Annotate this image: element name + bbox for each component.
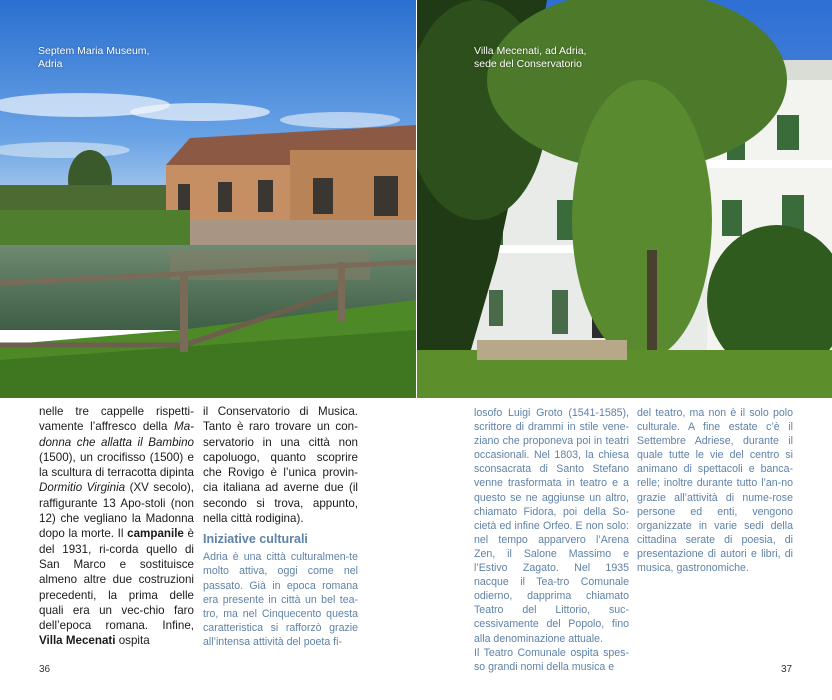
caption-villa-line1: Villa Mecenati, ad Adria, (474, 45, 587, 57)
caption-villa-line2: sede del Conservatorio (474, 58, 582, 70)
section-heading: Iniziative culturali (203, 532, 308, 547)
text-span: (1500), un crocifisso (1500) e la scultura di terracotta dipinta (39, 450, 194, 480)
caption-villa (474, 45, 586, 71)
text-column-2 (203, 404, 358, 649)
caption-museum-line1: Septem Maria Museum, (38, 45, 150, 57)
caption-museum (38, 45, 149, 71)
paragraph-churches (39, 404, 194, 649)
page-number-right: 37 (781, 664, 793, 675)
paragraph-theatre-history: losofo Luigi Groto (1541-1585), scrittore di drammi in stile vene-ziano che proponeva poi in teatri occasionali. Nel 1803, la chiesa sconsacrata di Santo Stefano venne trasformata in teatro e a questo se ne aggiunse un altro, chiamato Fidora, poi della So-cietà ed infine Orfeo. E non solo: nel tempo apparvero l’Arena Zen, il Salone Massimo e l’Estivo Zagato. Nel 1935 nacque il Tea-tro Comunale odierno, dapprima chiamato Teatro del Littorio, suc-cessivamente del Popolo, fino alla denominazione attuale. (474, 407, 629, 645)
text-span: nelle tre cappelle rispetti-vamente l’affresco della (39, 405, 194, 434)
paragraph-culture-intro: Adria è una città culturalmen-te molto attiva, oggi come nel passato. Già in epoca romana era presente in città un bel tea-tro, ma nel Cinquecento questa caratteristica si rafforzò grazie all’intensa attività del poeta fi- (203, 551, 358, 648)
page-number-left: 36 (39, 664, 51, 675)
artwork-title: Dormitio Virginia (39, 481, 126, 495)
paragraph-teatro-comunale: Il Teatro Comunale ospita spes-so grandi nomi della musica e (474, 646, 629, 673)
keyword-campanile: campanile (127, 527, 184, 541)
caption-museum-line2: Adria (38, 58, 63, 70)
text-column-1 (39, 404, 194, 649)
text-span: ospita (115, 634, 150, 648)
keyword-villa-mecenati: Villa Mecenati (39, 634, 116, 648)
text-span: è del 1931, ri-corda quello di San Marco e sostituisce almeno altre due costruzioni precedenti, la prima delle quali era un vec-chio faro dell’epoca romana. Infine, (39, 527, 194, 633)
text-column-3 (474, 406, 629, 674)
paragraph-events: del teatro, ma non è il solo polo culturale. A fine estate c’è il Settembre Adriese, durante il quale tutte le vie del centro si animano di spettacoli e banca-relle; inoltre durante tutto l’an-no grazie all’attività di nume-rose persone ed enti, vengono organizzate in varie sedi della cittadina serate di poesia, di presentazione di autori e libri, di musica, gastronomiche. (637, 407, 793, 575)
paragraph-conservatory: il Conservatorio di Musica. Tanto è raro trovare un con-servatorio in una città non capoluogo, quanto scoprire che Rovigo è l’unica provin-cia italiana ad averne due (il secondo si trova, appunto, nella città rodigina). (203, 405, 358, 526)
artwork-title: Ma-donna che allatta il Bambino (39, 420, 194, 449)
text-span: (XV secolo), raffigurante 13 Apo-stoli (non 12) che vegliano la Madonna dopo la morte. Il (39, 481, 194, 541)
text-column-4 (637, 406, 793, 575)
